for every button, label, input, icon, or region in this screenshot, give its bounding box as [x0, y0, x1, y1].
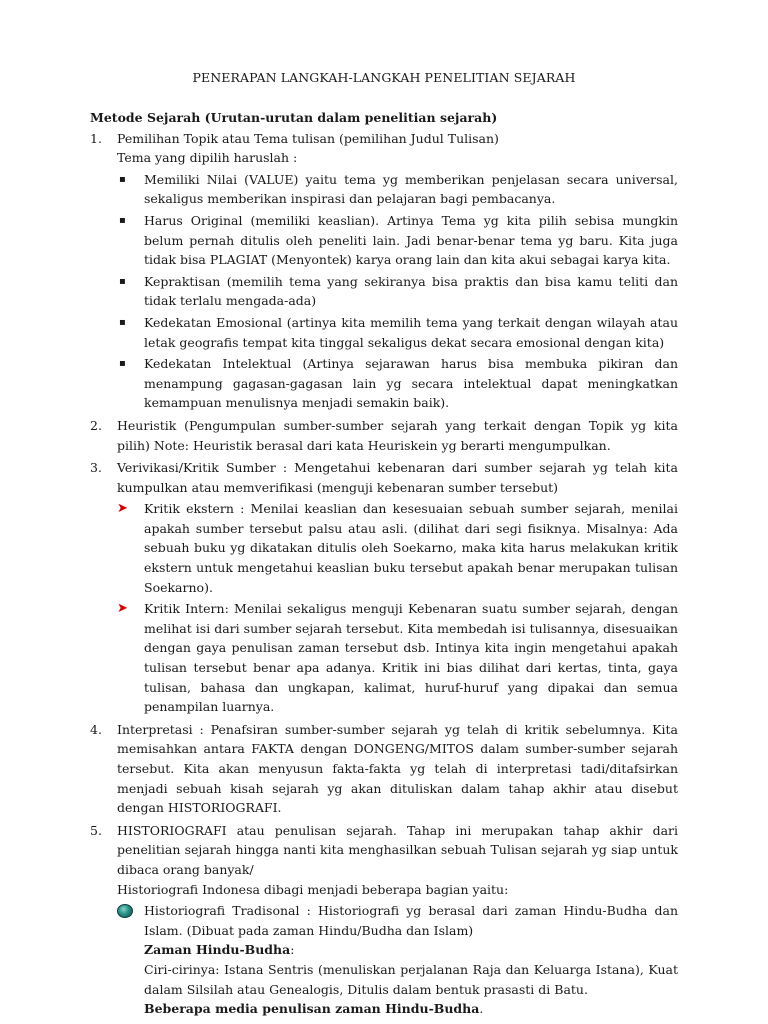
item-text: Pemilihan Topik atau Tema tulisan (pemilihan Judul Tulisan)	[117, 130, 499, 146]
list-item-4	[90, 720, 678, 818]
bullet-text: Kedekatan Emosional (artinya kita memilih tema yang terkait dengan wilayah atau letak geografis tempat kita tinggal sekaligus dekat secara emosional dengan kita)	[144, 314, 678, 350]
list-item-1	[90, 129, 678, 413]
list-item-2	[90, 416, 678, 455]
media-heading: Beberapa media penulisan zaman Hindu-Budha	[144, 1001, 480, 1017]
item-text: Interpretasi : Penafsiran sumber-sumber sejarah yg telah di kritik sebelumnya. Kita memisahkan antara FAKTA dengan DONGENG/MITOS dalam sumber-sumber sejarah tersebut. Kita akan menyusun fakta-fakta yg telah di interpretasi tadi/ditafsirkan menjadi sebuah kisah sejarah yg akan dituliskan dalam tahap akhir atau disebut dengan HISTORIOGRAFI.	[117, 721, 678, 816]
arrow-item	[117, 599, 678, 717]
ciri-text: Ciri-cirinya: Istana Sentris (menuliskan perjalanan Raja dan Keluarga Istana), Kuat dalam Silsilah atau Genealogis, Ditulis dalam bentuk prasasti di Batu.	[144, 961, 678, 997]
bullet-item	[117, 170, 678, 209]
bullet-text: Memiliki Nilai (VALUE) yaitu tema yg memberikan penjelasan secara universal, sekaligus memberikan inspirasi dan pelajaran bagi pembacanya.	[144, 171, 678, 207]
item-text: Historiografi Indonesa dibagi menjadi beberapa bagian yaitu:	[117, 881, 509, 897]
bullet-item	[117, 354, 678, 413]
bullet-text: Kepraktisan (memilih tema yang sekiranya bisa praktis dan bisa kamu teliti dan tidak terlalu mengada-ada)	[144, 273, 678, 309]
arrow-text: Kritik Intern: Menilai sekaligus menguji Kebenaran suatu sumber sejarah, dengan melihat isi dari sumber sejarah tersebut. Kita membedah isi tulisannya, disesuaikan dengan gaya penulisan zaman tersebut dsb. Intinya kita ingin mengetahui apakah tulisan tersebut benar apa adanya. Kritik ini bias dilihat dari kertas, tinta, gaya tulisan, bahasa dan ungkapan, kalimat, huruf-huruf yang dipakai dan semua penampilan luarnya.	[144, 601, 678, 715]
item-number: 2.	[90, 417, 102, 433]
bullet-item	[117, 272, 678, 311]
item-number: 5.	[90, 822, 102, 838]
media-period: .	[479, 1001, 484, 1017]
globe-item	[117, 901, 678, 1019]
document-body	[90, 108, 678, 1019]
item-number: 3.	[90, 460, 102, 476]
subheading-line	[144, 940, 678, 960]
subheading: Zaman Hindu-Budha	[144, 942, 291, 958]
bullet-item	[117, 211, 678, 270]
bullet-item	[117, 313, 678, 352]
item-text: Verivikasi/Kritik Sumber : Mengetahui kebenaran dari sumber sejarah yg telah kita kumpulkan atau memverifikasi (menguji kebenaran sumber tersebut)	[117, 460, 678, 495]
square-bullet-icon: ▪	[119, 173, 126, 185]
subheading-colon: :	[290, 942, 295, 958]
item-text: Heuristik (Pengumpulan sumber-sumber sejarah yang terkait dengan Topik yg kita pilih) Note: Heuristik berasal dari kata Heuriskein yg berarti mengumpulkan.	[117, 417, 678, 453]
section-heading: Metode Sejarah (Urutan-urutan dalam penelitian sejarah)	[90, 110, 498, 125]
arrow-bullet-icon: ➤	[117, 601, 128, 617]
bullet-text: Harus Original (memiliki keaslian). Artinya Tema yg kita pilih sebisa mungkin belum pernah ditulis oleh peneliti lain. Jadi benar-benar tema yg baru. Kita juga tidak bisa PLAGIAT (Menyontek) karya orang lain dan kita akui sebagai karya kita.	[144, 212, 678, 268]
item-text: HISTORIOGRAFI atau penulisan sejarah. Tahap ini merupakan tahap akhir dari penelitian sejarah hingga nanti kita menghasilkan sebuah Tulisan sejarah yg siap untuk dibaca orang banyak/	[117, 822, 678, 877]
item-text: Tema yang dipilih haruslah :	[117, 150, 298, 166]
list-item-5	[90, 821, 678, 1019]
media-line	[144, 999, 678, 1019]
bullet-text: Kedekatan Intelektual (Artinya sejarawan harus bisa membuka pikiran dan menampung gagasan-gagasan lain yg secara intelektual dapat meningkatkan kemampuan menulisnya menjadi semakin baik).	[144, 356, 678, 411]
arrow-text: Kritik ekstern : Menilai keaslian dan kesesuaian sebuah sumber sejarah, menilai apakah sumber tersebut palsu atau asli. (dilihat dari segi fisiknya. Misalnya: Ada sebuah buku yg dikatakan ditulis oleh Soekarno, maka kita harus melakukan kritik ekstern untuk mengetahui keaslian buku tersebut apakah benar merupakan tulisan Soekarno).	[144, 501, 678, 595]
square-bullet-icon: ▪	[119, 358, 126, 370]
document-title: PENERAPAN LANGKAH-LANGKAH PENELITIAN SEJARAH	[192, 70, 576, 85]
item-number: 1.	[90, 130, 102, 146]
square-bullet-icon: ▪	[119, 275, 126, 287]
globe-bullet-icon	[117, 904, 133, 918]
square-bullet-icon: ▪	[119, 316, 126, 328]
globe-text: Historiografi Tradisonal : Historiografi yg berasal dari zaman Hindu-Budha dan Islam. (Dibuat pada zaman Hindu/Budha dan Islam)	[144, 903, 678, 938]
list-item-3	[90, 458, 678, 717]
arrow-bullet-icon: ➤	[117, 501, 128, 517]
arrow-item	[117, 499, 678, 597]
square-bullet-icon: ▪	[119, 214, 126, 226]
item-number: 4.	[90, 721, 102, 737]
